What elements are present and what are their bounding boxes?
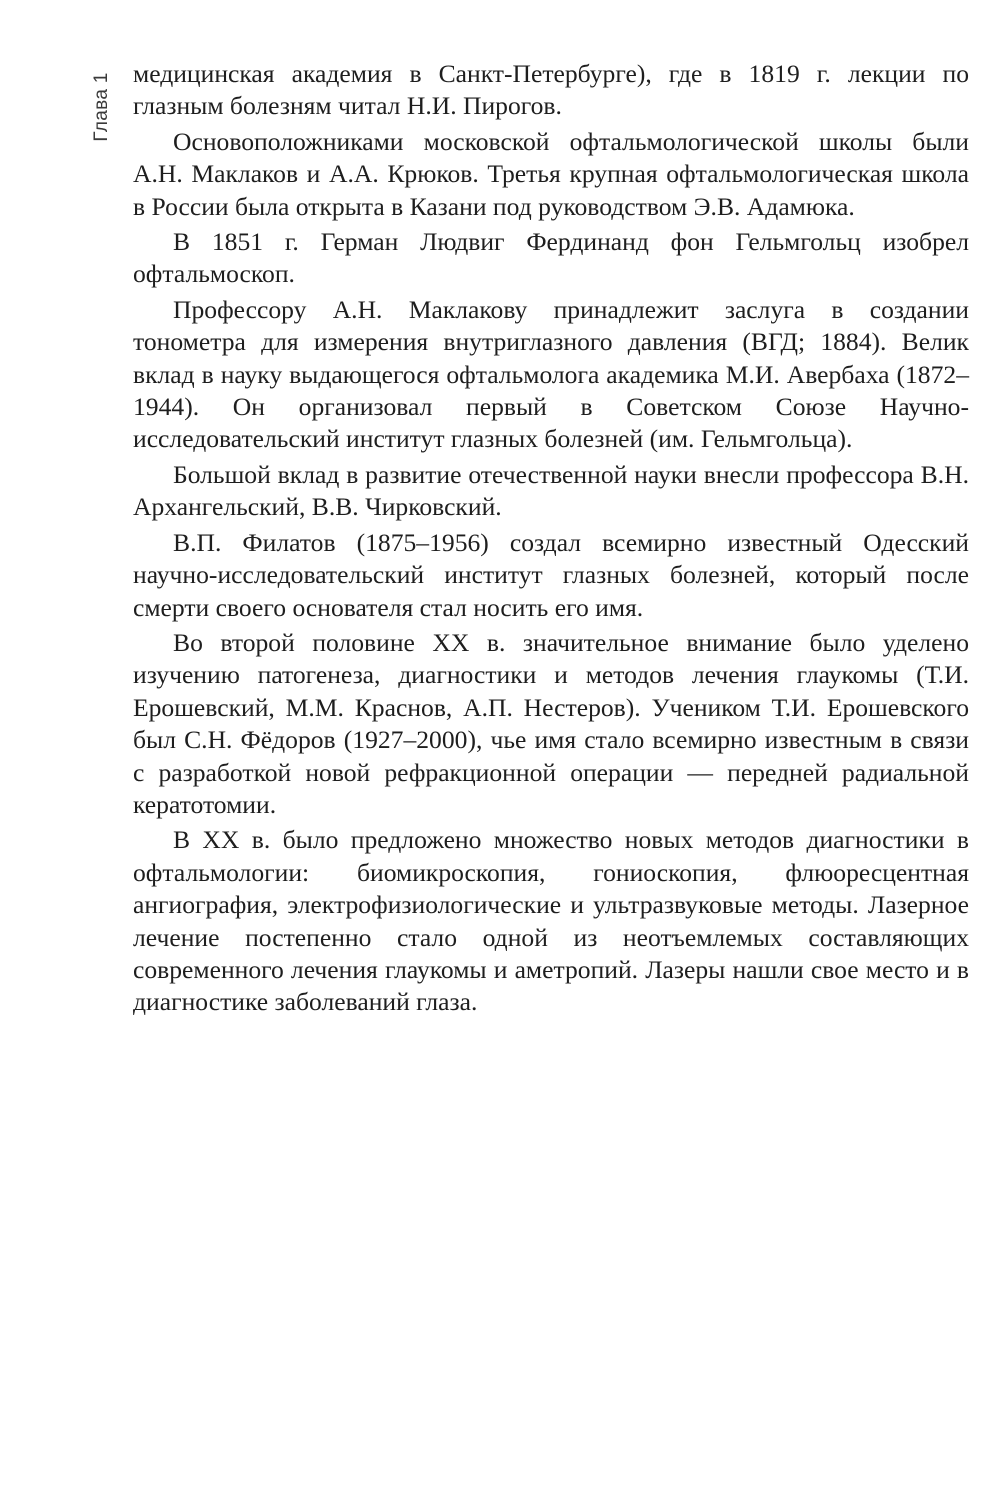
running-head (82, 62, 122, 152)
paragraph: медицинская академия в Санкт-Петербурге), где в 1819 г. лекции по глазным болезням читал Н.И. Пирогов. (133, 59, 969, 121)
paragraph: Во второй половине XX в. значительное внимание было уделено изучению патогенеза, диагностики и методов лечения глаукомы (Т.И. Ерошевский, М.М. Краснов, А.П. Нестеров). Учеником Т.И. Ерошевского был С.Н. Фёдоров (1927–2000), чье имя стало всемирно известным в связи с разработкой новой рефракционной операции — передней радиальной кератотомии. (133, 627, 969, 819)
paragraph: В 1851 г. Герман Людвиг Фердинанд фон Гельмгольц изобрел офтальмоскоп. (133, 227, 969, 289)
paragraph: В.П. Филатов (1875–1956) создал всемирно известный Одесский научно-исследовательский институт глазных болезней, который после смерти своего основателя стал носить его имя. (133, 527, 969, 622)
paragraph: В XX в. было предложено множество новых методов диагностики в офтальмологии: биомикроскопия, гониоскопия, флюоресцентная ангиография, электрофизиологические и ультразвуковые методы. Лазерное лечение постепенно стало одной из неотъемлемых составляющих современного лечения глаукомы и аметропий. Лазеры нашли свое место и в диагностике заболеваний глаза. (133, 825, 969, 1017)
chapter-label: Глава 1 (91, 72, 112, 142)
page-body (133, 58, 969, 1019)
paragraph: Большой вклад в развитие отечественной науки внесли профессора В.Н. Архангельский, В.В. Чирковский. (133, 459, 969, 522)
paragraph: Основоположниками московской офтальмологической школы были А.Н. Маклаков и А.А. Крюков. Третья крупная офтальмологическая школа в России была открыта в Казани под руководством Э.В. Адамюка. (133, 126, 969, 221)
paragraph: Профессору А.Н. Маклакову принадлежит заслуга в создании тонометра для измерения внутриглазного давления (ВГД; 1884). Велик вклад в науку выдающегося офтальмолога академика М.И. Авербаха (1872–1944). Он организовал первый в Советском Союзе Научно-исследовательский институт глазных болезней (им. Гельмгольца). (133, 294, 969, 454)
